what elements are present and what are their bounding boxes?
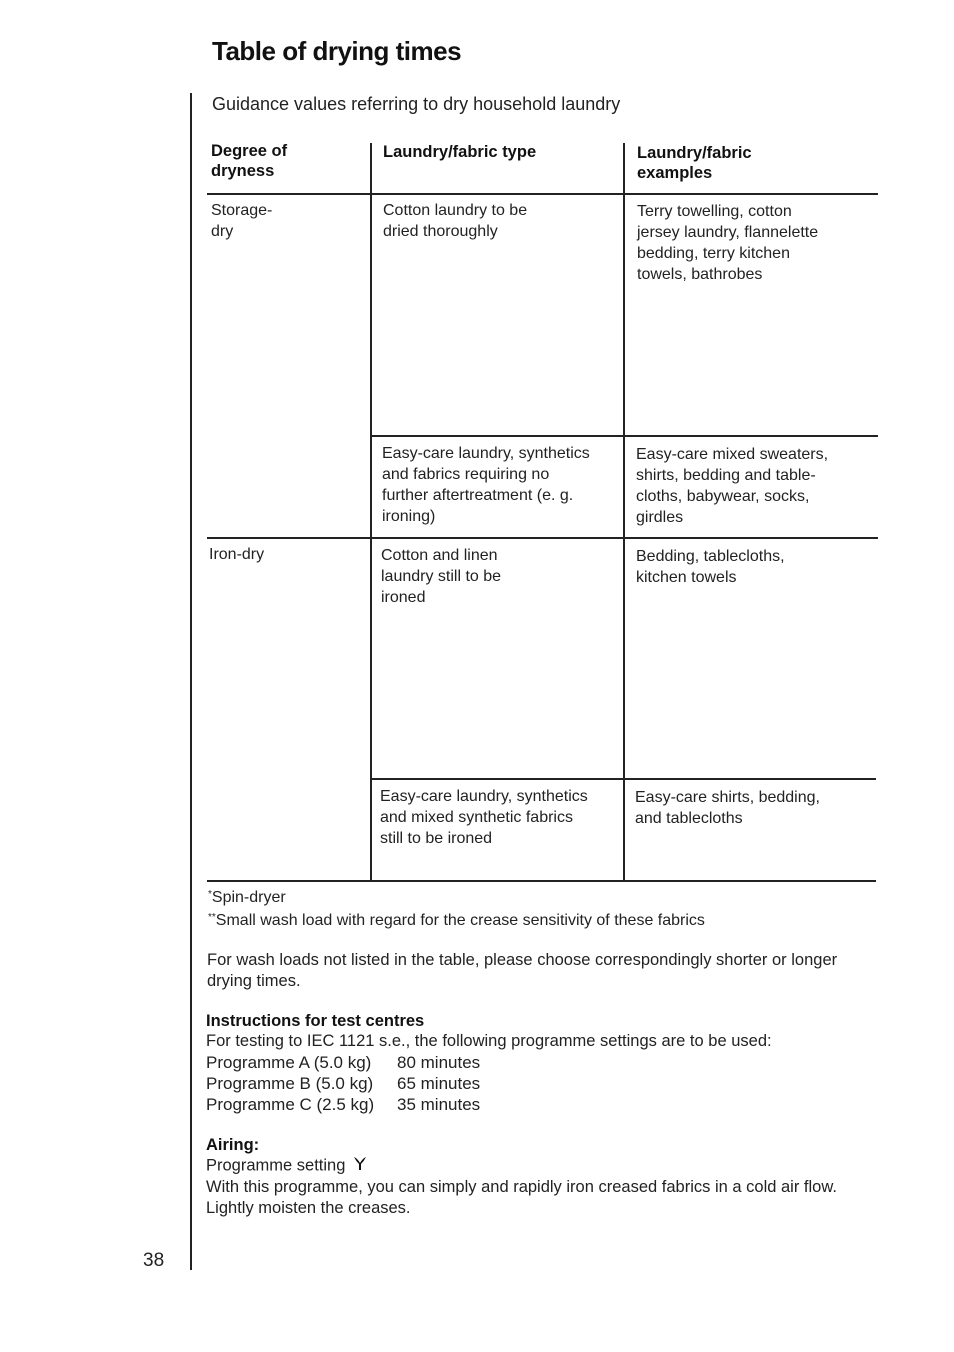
cell-line: girdles xyxy=(636,509,684,526)
programme-label: Programme B (5.0 kg) xyxy=(206,1074,374,1093)
cell-line: Bedding, tablecloths, xyxy=(636,548,785,565)
header-line: dryness xyxy=(211,162,275,180)
footnote-text: Spin-dryer xyxy=(211,889,286,906)
programme-label: Programme C (2.5 kg) xyxy=(206,1095,375,1114)
cell-line: and tablecloths xyxy=(635,810,743,827)
note-paragraph xyxy=(207,950,837,992)
table-bottom-rule xyxy=(207,880,876,882)
fabric-examples-cell xyxy=(636,546,785,588)
header-line: Laundry/fabric xyxy=(637,144,752,162)
row-rule xyxy=(370,778,876,780)
cell-line: Storage- xyxy=(211,202,273,219)
cell-line: towels, bathrobes xyxy=(637,266,763,283)
footnotes xyxy=(208,887,705,933)
fabric-examples-cell xyxy=(635,787,820,829)
column-divider xyxy=(370,143,372,882)
footnote-mark: * xyxy=(208,889,212,900)
cell-line: cloths, babywear, socks, xyxy=(636,488,810,505)
cell-line: Easy-care mixed sweaters, xyxy=(636,446,829,463)
page-subtitle: Guidance values referring to dry household laundry xyxy=(212,94,621,114)
paragraph-line: Lightly moisten the creases. xyxy=(206,1199,411,1217)
paragraph-line: With this programme, you can simply and rapidly iron creased fabrics in a cold air flow. xyxy=(206,1178,837,1196)
fabric-type-cell xyxy=(383,200,527,242)
cell-line: Easy-care shirts, bedding, xyxy=(635,789,820,806)
header-degree-of-dryness xyxy=(211,141,287,181)
section-heading: Airing: xyxy=(206,1136,260,1154)
cell-line: dried thoroughly xyxy=(383,223,498,240)
cell-line: laundry still to be xyxy=(381,568,502,585)
fabric-type-cell xyxy=(381,545,501,608)
test-centres-section xyxy=(206,1012,772,1115)
dryness-storage-dry xyxy=(211,200,272,242)
column-divider xyxy=(623,143,625,882)
header-line: Laundry/fabric type xyxy=(383,143,537,161)
cell-line: Cotton and linen xyxy=(381,547,498,564)
section-heading: Instructions for test centres xyxy=(206,1012,425,1030)
dryness-iron-dry xyxy=(209,544,264,565)
footnote-spin-dryer xyxy=(208,887,705,910)
programme-time: 65 minutes xyxy=(397,1074,481,1093)
programme-setting-line xyxy=(206,1155,837,1177)
footnote-small-load xyxy=(208,910,705,933)
fabric-examples-cell xyxy=(637,201,818,285)
paragraph-line: For wash loads not listed in the table, please choose correspondingly shorter or longer xyxy=(207,951,838,969)
programme-time: 35 minutes xyxy=(397,1095,481,1114)
header-fabric-type xyxy=(383,142,536,162)
programme-row xyxy=(206,1073,772,1094)
programme-row xyxy=(206,1094,772,1115)
programme-row xyxy=(206,1052,772,1073)
airing-icon xyxy=(353,1155,367,1177)
cell-line: and fabrics requiring no xyxy=(382,466,550,483)
cell-line: Iron-dry xyxy=(209,546,265,563)
airing-section xyxy=(206,1136,837,1219)
programme-setting-label: Programme setting xyxy=(206,1156,346,1175)
cell-line: jersey laundry, flannelette xyxy=(637,224,819,241)
row-rule xyxy=(370,435,878,437)
fabric-examples-cell xyxy=(636,444,828,528)
section-intro: For testing to IEC 1121 s.e., the following programme settings are to be used: xyxy=(206,1032,772,1050)
cell-line: further aftertreatment (e. g. xyxy=(382,487,574,504)
cell-line: still to be ironed xyxy=(380,830,493,847)
group-rule xyxy=(207,537,878,539)
cell-line: Cotton laundry to be xyxy=(383,202,528,219)
fabric-type-cell xyxy=(382,443,590,527)
fabric-type-cell xyxy=(380,786,588,849)
paragraph-line: drying times. xyxy=(207,972,301,990)
cell-line: and mixed synthetic fabrics xyxy=(380,809,573,826)
cell-line: ironing) xyxy=(382,508,436,525)
footnote-text: Small wash load with regard for the crease sensitivity of these fabrics xyxy=(215,912,705,929)
cell-line: Easy-care laundry, synthetics xyxy=(382,445,590,462)
header-fabric-examples xyxy=(637,143,752,183)
header-rule xyxy=(207,193,878,195)
cell-line: bedding, terry kitchen xyxy=(637,245,790,262)
cell-line: Terry towelling, cotton xyxy=(637,203,792,220)
cell-line: shirts, bedding and table- xyxy=(636,467,816,484)
margin-rule xyxy=(190,93,192,1270)
page-title: Table of drying times xyxy=(212,36,462,66)
programme-label: Programme A (5.0 kg) xyxy=(206,1053,372,1072)
cell-line: Easy-care laundry, synthetics xyxy=(380,788,588,805)
footnote-mark: ** xyxy=(208,912,216,923)
cell-line: kitchen towels xyxy=(636,569,737,586)
header-line: Degree of xyxy=(211,142,288,160)
programme-time: 80 minutes xyxy=(397,1053,481,1072)
cell-line: ironed xyxy=(381,589,426,606)
header-line: examples xyxy=(637,164,713,182)
airing-text xyxy=(206,1177,837,1219)
cell-line: dry xyxy=(211,223,234,240)
page-number: 38 xyxy=(143,1250,165,1271)
